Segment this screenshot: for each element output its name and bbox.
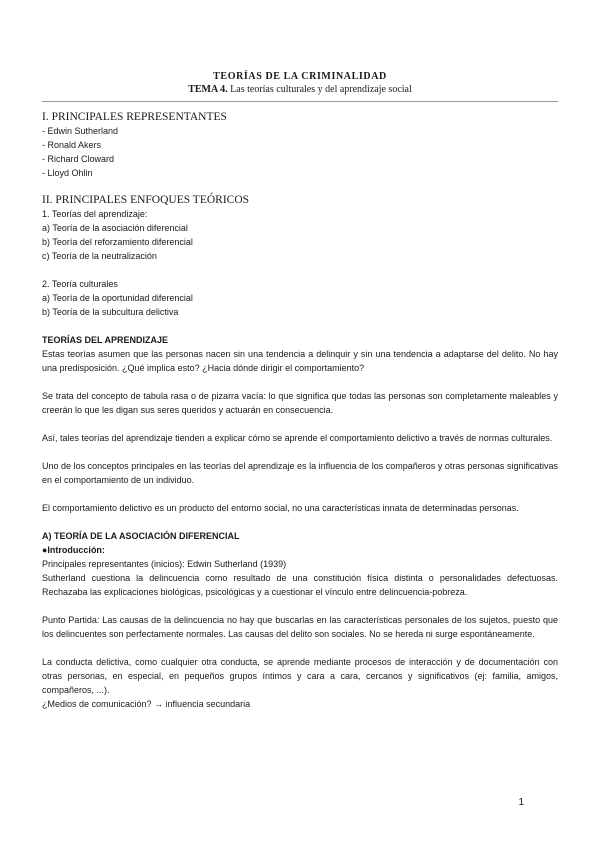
paragraph: Así, tales teorías del aprendizaje tienden a explicar cómo se aprende el comportamiento delictivo a través de normas culturales. [42, 433, 553, 443]
paragraph: Se trata del concepto de tabula rasa o de pizarra vacía: lo que significa que todas las personas son completamente maleables y creerán lo que les digan sus seres queridos y actuarán en consecuencia. [42, 391, 558, 415]
paragraph: Punto Partida: Las causas de la delincuencia no hay que buscarlas en las características personales de los sujetos, puesto que los delincuentes son perfectamente normales. Las causas del delito son sociales. No se hereda ni surge espontáneamente. [42, 615, 558, 639]
subtitle-topic-name: Las teorías culturales y del aprendizaje social [227, 84, 412, 95]
list-item: - Lloyd Ohlin [42, 168, 93, 178]
intro-label: ●Introducción: [42, 545, 105, 555]
subsection-heading-asociacion: A) TEORÍA DE LA ASOCIACIÓN DIFERENCIAL [42, 531, 240, 541]
list-item: b) Teoría de la subcultura delictiva [42, 307, 179, 317]
paragraph-line: Principales representantes (inicios): Edwin Sutherland (1939) [42, 559, 287, 569]
list-item: - Richard Cloward [42, 154, 115, 164]
list-item: - Edwin Sutherland [42, 126, 119, 136]
list-item: a) Teoría de la asociación diferencial [42, 223, 188, 233]
paragraph: La conducta delictiva, como cualquier otra conducta, se aprende mediante procesos de interacción y de documentación con otras personas, en especial, en pequeños grupos íntimos y cara a cara, cercanos y significativos (ej: familia, amigos, compañeros, ...). [42, 657, 558, 695]
document-subtitle [0, 83, 600, 97]
list-item: c) Teoría de la neutralización [42, 251, 157, 261]
paragraph: Estas teorías asumen que las personas nacen sin una tendencia a delinquir y sin una tendencia a adaptarse del delito. No hay una predisposición. ¿Qué implica esto? ¿Hacia dónde dirigir el comportamiento? [42, 349, 558, 373]
document-header [0, 70, 600, 97]
section-heading-enfoques: II. PRINCIPALES ENFOQUES TEÓRICOS [42, 194, 250, 206]
paragraph-line: ¿Medios de comunicación? → influencia secundaria [42, 699, 251, 709]
paragraph: Sutherland cuestiona la delincuencia como resultado de una constitución física distinta o personalidades defectuosas. Rechazaba las explicaciones biológicas, psicológicas y a cuestionar el vínculo entre delincuencia-pobreza. [42, 573, 558, 597]
document-title: TEORÍAS DE LA CRIMINALIDAD [213, 71, 387, 82]
section-heading-representantes: I. PRINCIPALES REPRESENTANTES [42, 111, 227, 123]
paragraph: Uno de los conceptos principales en las teorías del aprendizaje es la influencia de los compañeros y otras personas significativas en el comportamiento de un individuo. [42, 461, 558, 485]
document-body [42, 110, 558, 711]
subtitle-topic-number: TEMA 4. [188, 84, 228, 95]
paragraph: El comportamiento delictivo es un producto del entorno social, no una características innata de determinadas personas. [42, 503, 519, 513]
header-divider [42, 101, 558, 102]
group-title: 2. Teoría culturales [42, 279, 118, 289]
list-item: - Ronald Akers [42, 140, 102, 150]
list-item: a) Teoría de la oportunidad diferencial [42, 293, 193, 303]
page-number: 1 [518, 797, 524, 808]
group-title: 1. Teorías del aprendizaje: [42, 209, 148, 219]
subsection-heading-aprendizaje: TEORÍAS DEL APRENDIZAJE [42, 335, 169, 345]
list-item: b) Teoría del reforzamiento diferencial [42, 237, 193, 247]
